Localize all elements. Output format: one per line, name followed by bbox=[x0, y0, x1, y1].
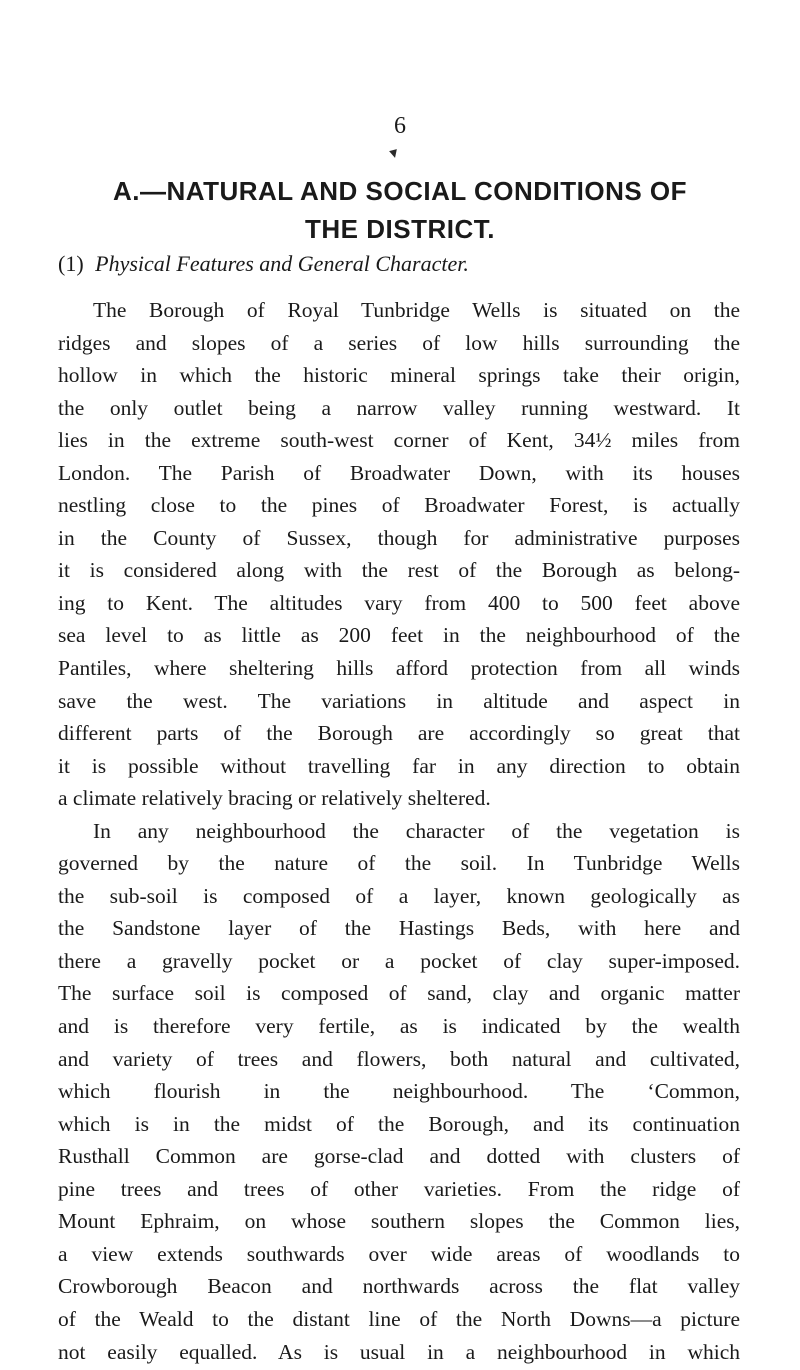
text-line: not easily equalled. As is usual in a neighbourhood in which bbox=[58, 1339, 740, 1364]
text-line: in the County of Sussex, though for administrative purposes bbox=[58, 525, 740, 550]
page-number: 6 bbox=[394, 113, 406, 139]
text-line: ing to Kent. The altitudes vary from 400 to 500 feet above bbox=[58, 590, 740, 615]
text-line: Rusthall Common are gorse-clad and dotted with clusters of bbox=[58, 1144, 740, 1169]
text-line: lies in the extreme south-west corner of Kent, 34½ miles from bbox=[58, 428, 740, 453]
text-line: sea level to as little as 200 feet in the neighbourhood of the bbox=[58, 623, 740, 648]
text-line: it is possible without travelling far in any direction to obtain bbox=[58, 753, 740, 778]
text-line: it is considered along with the rest of the Borough as belong- bbox=[58, 558, 740, 583]
text-line: there a gravelly pocket or a pocket of clay super-imposed. bbox=[58, 948, 740, 973]
chapter-heading-line-2: THE DISTRICT. bbox=[305, 214, 495, 244]
text-line: hollow in which the historic mineral springs take their origin, bbox=[58, 363, 740, 388]
paragraph-1 bbox=[58, 294, 740, 815]
text-line: a view extends southwards over wide areas of woodlands to bbox=[58, 1241, 740, 1266]
chapter-heading-line-1: A.—NATURAL AND SOCIAL CONDITIONS OF bbox=[112, 176, 688, 206]
text-line: and is therefore very fertile, as is indicated by the wealth bbox=[58, 1014, 740, 1039]
text-line: Mount Ephraim, on whose southern slopes the Common lies, bbox=[58, 1209, 740, 1234]
text-line: London. The Parish of Broadwater Down, with its houses bbox=[58, 460, 740, 485]
paragraph-2 bbox=[58, 815, 740, 1368]
printed-mark-icon bbox=[389, 149, 399, 159]
text-line: ridges and slopes of a series of low hills surrounding the bbox=[58, 330, 740, 355]
text-line: pine trees and trees of other varieties. From the ridge of bbox=[58, 1176, 740, 1201]
section-heading bbox=[58, 248, 748, 280]
text-line: save the west. The variations in altitude and aspect in bbox=[58, 688, 740, 713]
chapter-heading bbox=[60, 172, 740, 248]
text-line: The surface soil is composed of sand, clay and organic matter bbox=[58, 981, 740, 1006]
body-text bbox=[58, 294, 740, 1368]
text-line: which flourish in the neighbourhood. The ‘Common, bbox=[58, 1079, 740, 1104]
text-line: different parts of the Borough are accordingly so great that bbox=[58, 721, 740, 746]
text-line: and variety of trees and flowers, both natural and cultivated, bbox=[58, 1046, 740, 1071]
text-line: the sub-soil is composed of a layer, known geologically as bbox=[58, 883, 740, 908]
text-line: Crowborough Beacon and northwards across the flat valley bbox=[58, 1274, 740, 1299]
text-line: governed by the nature of the soil. In Tunbridge Wells bbox=[58, 851, 740, 876]
text-line: a climate relatively bracing or relatively sheltered. bbox=[58, 786, 491, 811]
text-line: of the Weald to the distant line of the North Downs—a picture bbox=[58, 1306, 740, 1331]
text-line: In any neighbourhood the character of the vegetation is bbox=[93, 818, 740, 843]
text-line: the only outlet being a narrow valley running westward. It bbox=[58, 395, 740, 420]
section-title: Physical Features and General Character. bbox=[95, 251, 469, 276]
text-line: nestling close to the pines of Broadwater Forest, is actually bbox=[58, 493, 740, 518]
text-line: The Borough of Royal Tunbridge Wells is situated on the bbox=[93, 298, 740, 322]
text-line: the Sandstone layer of the Hastings Beds, with here and bbox=[58, 916, 740, 941]
text-line: which is in the midst of the Borough, and its continuation bbox=[58, 1111, 740, 1136]
text-line: Pantiles, where sheltering hills afford protection from all winds bbox=[58, 656, 740, 681]
section-number: (1) bbox=[58, 251, 84, 276]
